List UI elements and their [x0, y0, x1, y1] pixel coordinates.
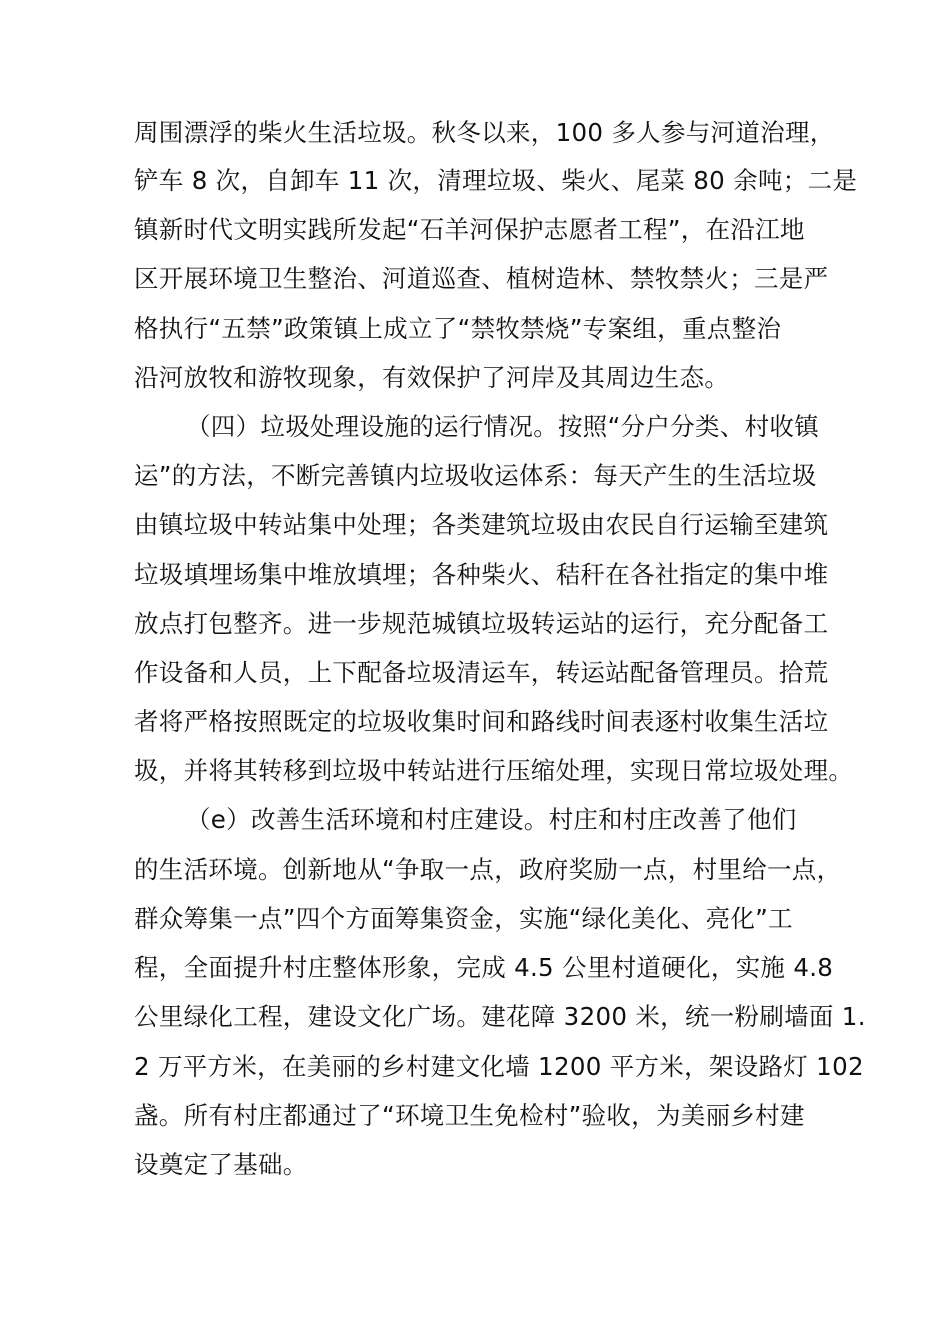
text-line: 作设备和人员，上下配备垃圾清运车，转运站配备管理员。拾荒 [134, 658, 829, 687]
text-line: 格执行“五禁”政策镇上成立了“禁牧禁烧”专案组，重点整治 [134, 314, 782, 343]
text-line: 圾，并将其转移到垃圾中转站进行压缩处理，实现日常垃圾处理。 [134, 756, 854, 785]
text-line: 公里绿化工程，建设文化广场。建花障 3200 米，统一粉刷墙面 1. [134, 1002, 866, 1031]
text-line: 程，全面提升村庄整体形象，完成 4.5 公里村道硬化，实施 4.8 [134, 953, 834, 982]
text-line: 盏。所有村庄都通过了“环境卫生免检村”验收，为美丽乡村建 [134, 1101, 805, 1130]
text-line: 周围漂浮的柴火生活垃圾。秋冬以来，100 多人参与河道治理， [134, 118, 835, 147]
text-line: 铲车 8 次，自卸车 11 次，清理垃圾、柴火、尾菜 80 余吨；二是 [134, 166, 858, 195]
text-line: 设奠定了基础。 [134, 1150, 308, 1179]
text-line: 由镇垃圾中转站集中处理；各类建筑垃圾由农民自行运输至建筑 [134, 510, 829, 539]
text-line: 垃圾填埋场集中堆放填埋；各种柴火、秸秆在各社指定的集中堆 [134, 560, 829, 589]
text-line: 沿河放牧和游牧现象，有效保护了河岸及其周边生态。 [134, 363, 730, 392]
text-line: 镇新时代文明实践所发起“石羊河保护志愿者工程”，在沿江地 [134, 215, 805, 244]
text-line: 的生活环境。创新地从“争取一点，政府奖励一点，村里给一点， [134, 855, 842, 884]
text-line: 区开展环境卫生整治、河道巡查、植树造林、禁牧禁火；三是严 [134, 264, 829, 293]
text-line: 运”的方法，不断完善镇内垃圾收运体系：每天产生的生活垃圾 [134, 461, 817, 490]
paragraph-heading-5: （e）改善生活环境和村庄建设。村庄和村庄改善了他们 [186, 805, 797, 834]
text-line: 群众筹集一点”四个方面筹集资金，实施“绿化美化、亮化”工 [134, 904, 793, 933]
text-line: 2 万平方米，在美丽的乡村建文化墙 1200 平方米，架设路灯 102 [134, 1052, 864, 1081]
paragraph-heading-4: （四）垃圾处理设施的运行情况。按照“分户分类、村收镇 [186, 412, 819, 441]
text-line: 者将严格按照既定的垃圾收集时间和路线时间表逐村收集生活垃 [134, 707, 829, 736]
text-line: 放点打包整齐。进一步规范城镇垃圾转运站的运行，充分配备工 [134, 609, 829, 638]
